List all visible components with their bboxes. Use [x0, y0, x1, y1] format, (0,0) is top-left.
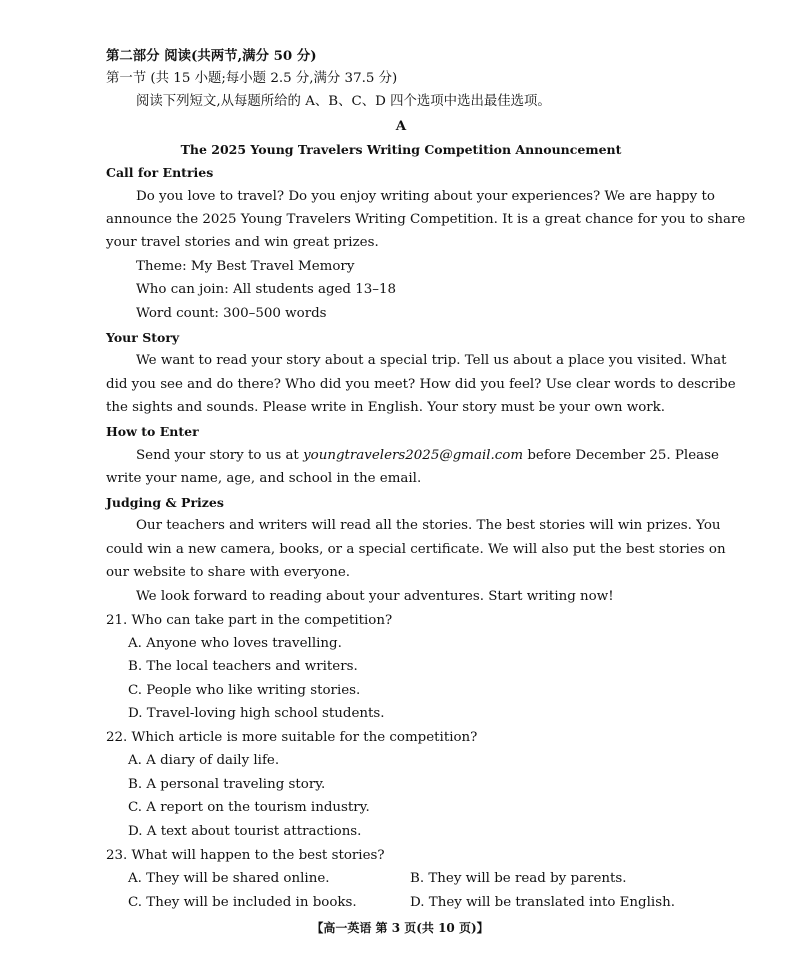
option: D. A text about tourist attractions.	[128, 824, 362, 839]
paragraph-line: did you see and do there? Who did you meet? How did you feel? Use clear words to describe	[106, 377, 736, 392]
page-footer: 【高一英语 第 3 页(共 10 页)】	[311, 921, 489, 935]
paragraph-line	[106, 446, 719, 466]
paragraph-line: announce the 2025 Young Travelers Writing Competition. It is a great chance for you to share	[106, 212, 746, 227]
section-title: 第一节 (共 15 小题;每小题 2.5 分,满分 37.5 分)	[106, 71, 398, 86]
option: C. A report on the tourism industry.	[128, 800, 370, 815]
option: B. The local teachers and writers.	[128, 659, 358, 674]
text-span: Do you love to travel? Do you enjoy writing about your experiences? We are happy to	[136, 189, 715, 204]
question-stem: 21. Who can take part in the competition?	[106, 613, 393, 628]
paragraph-line: the sights and sounds. Please write in English. Your story must be your own work.	[106, 400, 666, 415]
option: C. They will be included in books.	[128, 895, 357, 910]
instruction: 阅读下列短文,从每题所给的 A、B、C、D 四个选项中选出最佳选项。	[136, 94, 551, 109]
option: A. They will be shared online.	[128, 871, 330, 886]
paragraph-line	[106, 187, 715, 207]
option: A. Anyone who loves travelling.	[128, 636, 342, 651]
option: B. They will be read by parents.	[410, 871, 627, 886]
who-line: Who can join: All students aged 13–18	[136, 282, 397, 297]
section-heading-call: Call for Entries	[106, 165, 214, 180]
text-span: before December 25. Please	[523, 448, 719, 463]
passage-label: A	[395, 118, 407, 134]
option: C. People who like writing stories.	[128, 683, 361, 698]
option: D. They will be translated into English.	[410, 895, 675, 910]
passage-title: The 2025 Young Travelers Writing Competition Announcement	[180, 142, 622, 157]
section-heading-enter: How to Enter	[106, 424, 199, 439]
option: D. Travel-loving high school students.	[128, 706, 385, 721]
theme-line: Theme: My Best Travel Memory	[136, 259, 355, 274]
part-title: 第二部分 阅读(共两节,满分 50 分)	[106, 48, 317, 64]
option: A. A diary of daily life.	[128, 753, 280, 768]
paragraph-line	[106, 516, 721, 536]
section-heading-judging: Judging & Prizes	[106, 495, 224, 510]
paragraph-line: your travel stories and win great prizes.	[106, 235, 379, 250]
text-span: We want to read your story about a special trip. Tell us about a place you visited. What	[136, 353, 727, 368]
paragraph-line: our website to share with everyone.	[106, 565, 351, 580]
closing-line: We look forward to reading about your adventures. Start writing now!	[136, 589, 614, 604]
paragraph-line	[106, 351, 727, 371]
text-span: Our teachers and writers will read all the stories. The best stories will win prizes. You	[136, 518, 721, 533]
paragraph-line: could win a new camera, books, or a special certificate. We will also put the best stories on	[106, 542, 726, 557]
text-span: Send your story to us at	[136, 448, 304, 463]
question-stem: 22. Which article is more suitable for the competition?	[106, 730, 478, 745]
section-heading-story: Your Story	[106, 330, 180, 345]
question-stem: 23. What will happen to the best stories?	[106, 848, 385, 863]
option: B. A personal traveling story.	[128, 777, 326, 792]
email-address: youngtravelers2025@gmail.com	[303, 448, 524, 463]
paragraph-line: write your name, age, and school in the email.	[106, 471, 422, 486]
word-count-line: Word count: 300–500 words	[136, 306, 327, 321]
